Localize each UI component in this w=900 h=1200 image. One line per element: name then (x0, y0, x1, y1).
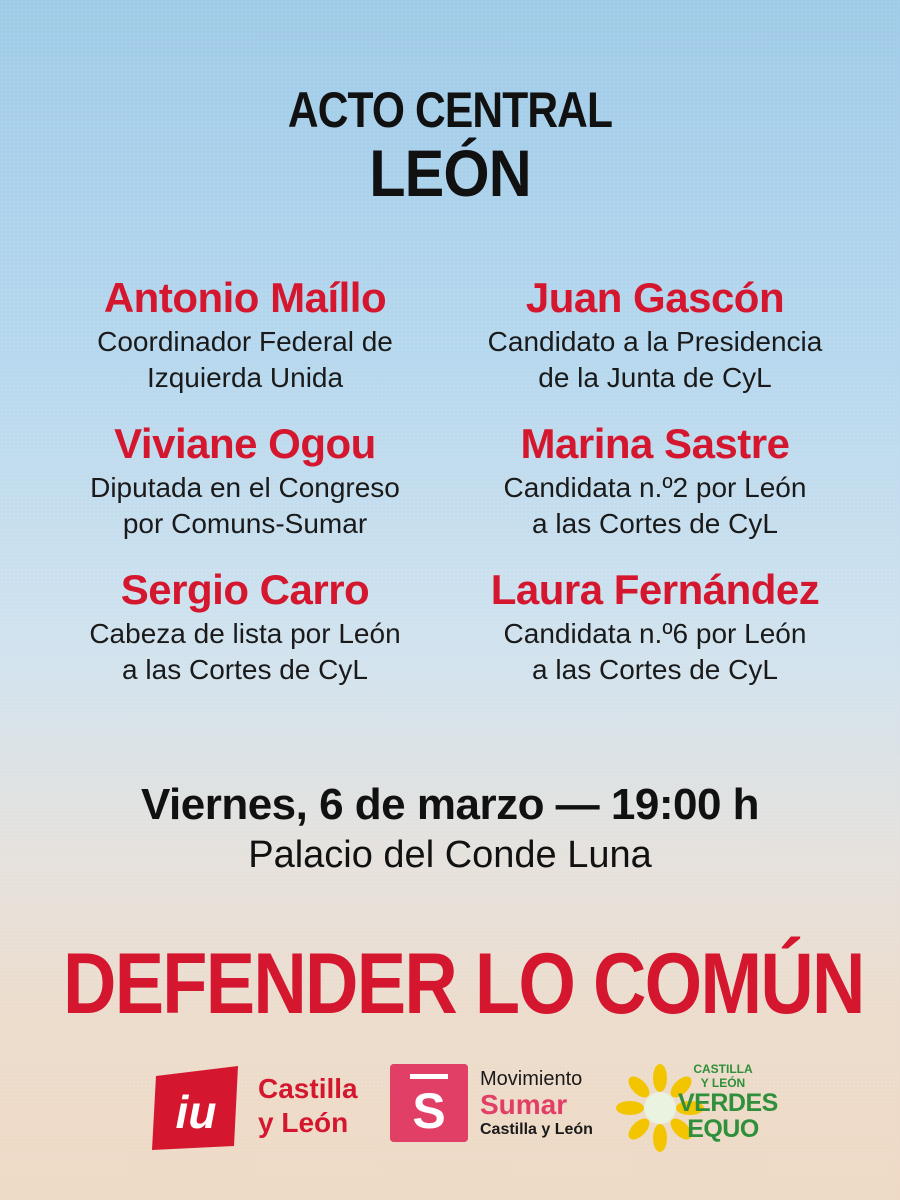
speaker-name: Viviane Ogou (114, 420, 376, 467)
poster-header (0, 82, 900, 208)
speaker-name: Antonio Maíllo (103, 274, 387, 321)
sumar-mark-text: S (412, 1083, 446, 1139)
speaker-name: Sergio Carro (120, 566, 370, 613)
logos-row (0, 1058, 900, 1158)
speaker-role: Cabeza de lista por León (89, 618, 401, 649)
speaker-role: por Comuns-Sumar (122, 508, 368, 539)
sumar-line2: Sumar (480, 1089, 568, 1120)
iu-mark-text: iu (175, 1086, 217, 1138)
speaker-name: Juan Gascón (525, 274, 785, 321)
slogan: DEFENDER LO COMÚN (63, 936, 864, 1032)
speaker-card (450, 272, 860, 396)
equo-logo-text (678, 1062, 778, 1143)
speaker-role: Candidato a la Presidencia (487, 326, 823, 357)
equo-line3: VERDES (678, 1089, 778, 1117)
speaker-name: Marina Sastre (520, 420, 790, 467)
sumar-logo (390, 1062, 620, 1152)
equo-line2: Y LEÓN (700, 1076, 746, 1090)
speaker-role: a las Cortes de CyL (532, 654, 778, 685)
speaker-role: Candidata n.º6 por León (503, 618, 807, 649)
iu-logo (150, 1062, 380, 1152)
event-date: Viernes, 6 de marzo — 19:00 h (140, 780, 760, 829)
event-place: Palacio del Conde Luna (248, 834, 652, 876)
speaker-role: Diputada en el Congreso (90, 472, 400, 503)
sumar-mark-icon (390, 1064, 468, 1142)
speaker-role: Coordinador Federal de (97, 326, 393, 357)
speaker-name: Laura Fernández (490, 566, 820, 613)
speakers-grid (40, 272, 860, 688)
speaker-card (450, 418, 860, 542)
speaker-role: Izquierda Unida (146, 362, 344, 393)
sumar-line1: Movimiento (480, 1068, 583, 1090)
event-info (0, 778, 900, 878)
sumar-line3: Castilla y León (480, 1121, 593, 1138)
equo-line4: EQUO (687, 1115, 759, 1143)
iu-logo-text (258, 1072, 358, 1140)
header-title: ACTO CENTRAL (287, 82, 613, 138)
speaker-card (450, 564, 860, 688)
iu-line1: Castilla (258, 1073, 358, 1104)
speaker-role: Candidata n.º2 por León (503, 472, 807, 503)
equo-logo (616, 1058, 778, 1158)
iu-mark-icon (150, 1062, 244, 1152)
speaker-role: a las Cortes de CyL (532, 508, 778, 539)
iu-line2: y León (258, 1107, 349, 1138)
speaker-role: de la Junta de CyL (538, 362, 772, 393)
header-city: LEÓN (369, 136, 531, 210)
speaker-card (40, 418, 450, 542)
speaker-card (40, 564, 450, 688)
speaker-card (40, 272, 450, 396)
sumar-logo-text (480, 1068, 593, 1140)
speaker-role: a las Cortes de CyL (122, 654, 368, 685)
equo-line1: CASTILLA (693, 1062, 753, 1076)
